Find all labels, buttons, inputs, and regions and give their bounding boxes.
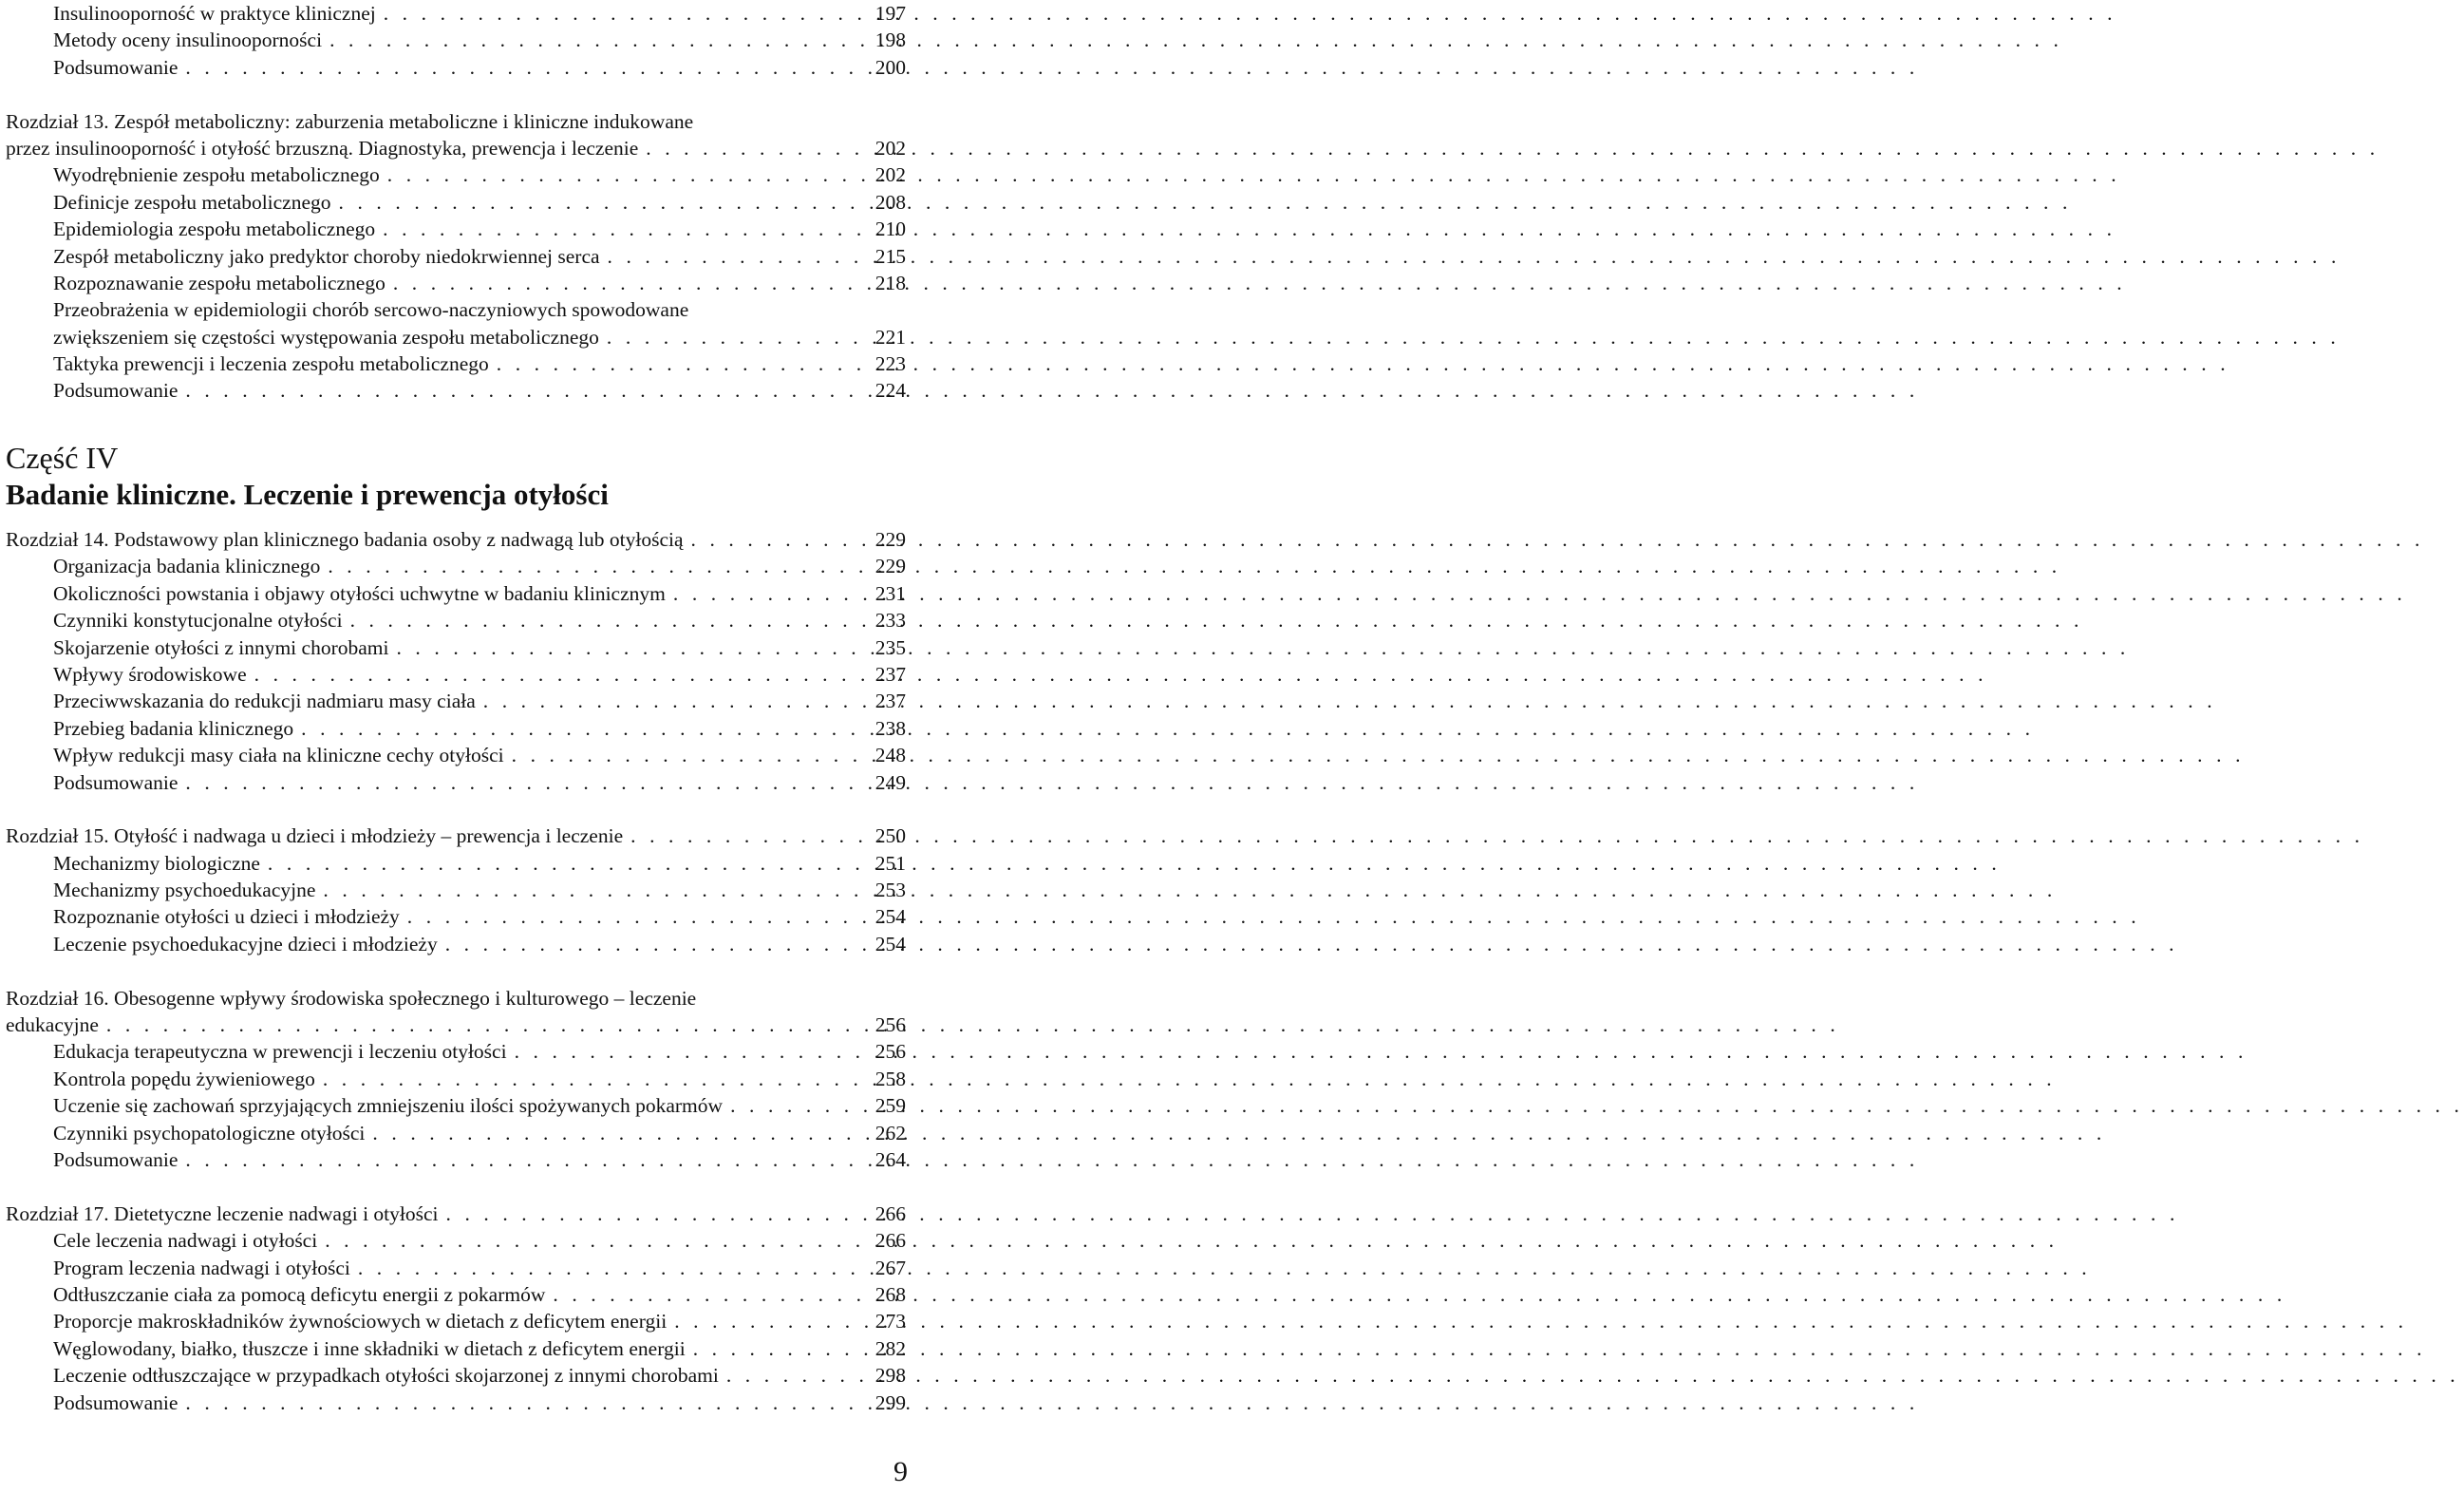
toc-entry bbox=[6, 877, 906, 903]
toc-entry bbox=[6, 850, 906, 877]
chapter-15-list bbox=[6, 850, 906, 958]
dot-leader bbox=[693, 1335, 862, 1362]
toc-entry-title: Leczenie psychoedukacyjne dzieci i młodzieży bbox=[53, 932, 438, 955]
toc-entry-title: Podsumowanie bbox=[53, 1390, 179, 1414]
toc-entry-page: 256 bbox=[875, 1040, 906, 1064]
toc-entry-page: 248 bbox=[875, 744, 906, 767]
toc-entry-title: Definicje zespołu metabolicznego bbox=[53, 190, 331, 214]
document-page bbox=[0, 0, 912, 1494]
toc-entry-page: 223 bbox=[875, 352, 906, 376]
chapter-13-heading bbox=[6, 135, 906, 161]
toc-entry-page: 238 bbox=[875, 716, 906, 740]
toc-entry bbox=[6, 661, 906, 688]
toc-entry bbox=[6, 769, 906, 796]
toc-entry-title: Odtłuszczanie ciała za pomocą deficytu energii z pokarmów bbox=[53, 1282, 546, 1306]
dot-leader bbox=[185, 1146, 861, 1173]
toc-entry bbox=[6, 1038, 906, 1065]
toc-entry-title: Mechanizmy psychoedukacyjne bbox=[53, 879, 316, 902]
toc-entry-page: 237 bbox=[875, 690, 906, 713]
dot-leader bbox=[350, 607, 862, 634]
toc-entry-page: 254 bbox=[875, 932, 906, 955]
toc-entry bbox=[6, 688, 906, 714]
chapter-14-title: Rozdział 14. Podstawowy plan klinicznego badania osoby z nadwagą lub otyłością bbox=[6, 528, 684, 551]
dot-leader bbox=[553, 1281, 861, 1308]
dot-leader bbox=[384, 0, 862, 27]
dot-leader bbox=[387, 161, 862, 188]
dot-leader bbox=[185, 1390, 861, 1416]
dot-leader bbox=[497, 350, 862, 377]
dot-leader bbox=[185, 54, 861, 81]
toc-entry bbox=[6, 1227, 906, 1254]
toc-entry-page: 200 bbox=[875, 55, 906, 79]
toc-entry-title: Wpływ redukcji masy ciała na kliniczne cechy otyłości bbox=[53, 744, 504, 767]
dot-leader bbox=[515, 1038, 862, 1065]
dot-leader bbox=[674, 1308, 862, 1334]
toc-entry-title: Zespół metaboliczny jako predyktor choroby niedokrwiennej serca bbox=[53, 244, 600, 268]
toc-entry bbox=[6, 553, 906, 579]
chapter-14-list bbox=[6, 553, 906, 796]
dot-leader bbox=[607, 324, 862, 350]
toc-entry bbox=[6, 931, 906, 957]
toc-entry-title: Insulinooporność w praktyce klinicznej bbox=[53, 2, 376, 25]
toc-entry-title: Edukacja terapeutyczna w prewencji i leczeniu otyłości bbox=[53, 1040, 507, 1064]
toc-entry-page: 237 bbox=[875, 662, 906, 686]
toc-entry bbox=[6, 715, 906, 742]
dot-leader bbox=[268, 850, 862, 877]
toc-entry bbox=[6, 1092, 906, 1119]
dot-leader bbox=[393, 270, 862, 296]
chapter-17-title: Rozdział 17. Dietetyczne leczenie nadwagi i otyłości bbox=[6, 1201, 439, 1225]
toc-entry-title: Metody oceny insulinooporności bbox=[53, 28, 323, 52]
toc-entry-title: Taktyka prewencji i leczenia zespołu metabolicznego bbox=[53, 352, 489, 376]
toc-entry-page: 268 bbox=[875, 1282, 906, 1306]
page-number: 9 bbox=[893, 1456, 908, 1487]
dot-leader bbox=[446, 1201, 862, 1227]
toc-entry-page: 233 bbox=[875, 609, 906, 633]
dot-leader bbox=[106, 1012, 862, 1038]
chapter-13-heading-line1: Rozdział 13. Zespół metaboliczny: zaburzenia metaboliczne i kliniczne indukowane bbox=[6, 109, 694, 133]
dot-leader bbox=[325, 1227, 862, 1254]
dot-leader bbox=[396, 634, 861, 661]
toc-entry bbox=[6, 742, 906, 768]
chapter-13-multi-item-line1: Przeobrażenia w epidemiologii chorób sercowo-naczyniowych spowodowane bbox=[53, 298, 689, 322]
toc-entry-page: 259 bbox=[875, 1094, 906, 1118]
toc-entry bbox=[6, 1120, 906, 1146]
toc-entry bbox=[6, 350, 906, 377]
dot-leader bbox=[301, 715, 862, 742]
toc-entry-title: Podsumowanie bbox=[53, 379, 179, 403]
toc-entry-page: 298 bbox=[875, 1364, 906, 1388]
chapter-13-multi-item-page: 221 bbox=[875, 325, 906, 349]
dot-leader bbox=[323, 877, 861, 903]
toc-lower bbox=[6, 526, 906, 1416]
toc-entry bbox=[6, 1308, 906, 1334]
toc-entry-page: 202 bbox=[875, 163, 906, 187]
toc-entry-page: 215 bbox=[875, 244, 906, 268]
dot-leader bbox=[339, 189, 862, 216]
toc-entry bbox=[6, 903, 906, 930]
toc-entry bbox=[6, 1335, 906, 1362]
toc-entry bbox=[6, 54, 906, 81]
chapter-13-multi-item bbox=[6, 324, 906, 350]
toc-entry-title: Program leczenia nadwagi i otyłości bbox=[53, 1256, 350, 1279]
dot-leader bbox=[254, 661, 862, 688]
toc-entry-page: 266 bbox=[875, 1229, 906, 1253]
dot-leader bbox=[383, 216, 862, 242]
chapter-15-heading bbox=[6, 823, 906, 849]
part-title: Badanie kliniczne. Leczenie i prewencja otyłości bbox=[6, 478, 609, 511]
toc-entry bbox=[6, 1146, 906, 1173]
chapter-13-list-after bbox=[6, 350, 906, 405]
toc-entry-page: 249 bbox=[875, 770, 906, 794]
toc-entry-page: 197 bbox=[875, 2, 906, 25]
toc-entry-title: Czynniki konstytucjonalne otyłości bbox=[53, 609, 343, 633]
chapter-16-heading-line1: Rozdział 16. Obesogenne wpływy środowiska społecznego i kulturowego – leczenie bbox=[6, 986, 697, 1010]
chapter-15-page: 250 bbox=[875, 824, 906, 848]
dot-leader bbox=[445, 931, 862, 957]
chapter-17-heading bbox=[6, 1201, 906, 1227]
toc-entry-title: Czynniki psychopatologiczne otyłości bbox=[53, 1121, 366, 1144]
toc-entry-page: 251 bbox=[875, 851, 906, 875]
toc-entry-page: 282 bbox=[875, 1336, 906, 1360]
part-label: Część IV bbox=[6, 441, 119, 475]
toc-entry-title: Skojarzenie otyłości z innymi chorobami bbox=[53, 635, 389, 659]
toc-entry-title: Kontrola popędu żywieniowego bbox=[53, 1067, 315, 1090]
toc-entry-title: Wyodrębnienie zespołu metabolicznego bbox=[53, 163, 380, 187]
toc-entry-title: Podsumowanie bbox=[53, 770, 179, 794]
toc-entry bbox=[6, 243, 906, 270]
toc-entry-page: 254 bbox=[875, 905, 906, 929]
dot-leader bbox=[646, 135, 861, 161]
chapter-16-heading bbox=[6, 1012, 906, 1038]
toc-entry-title: Przeciwwskazania do redukcji nadmiaru masy ciała bbox=[53, 690, 476, 713]
toc-entry bbox=[6, 1390, 906, 1416]
chapter-14-heading bbox=[6, 526, 906, 553]
dot-leader bbox=[328, 553, 861, 579]
toc-entry bbox=[6, 216, 906, 242]
dot-leader bbox=[483, 688, 862, 714]
toc-entry bbox=[6, 1255, 906, 1281]
toc-entry-page: 210 bbox=[875, 217, 906, 241]
toc-entry-title: Proporcje makroskładników żywnościowych w dietach z deficytem energii bbox=[53, 1310, 668, 1333]
chapter-13-list bbox=[6, 161, 906, 296]
dot-leader bbox=[372, 1120, 861, 1146]
toc-entry-title: Przebieg badania klinicznego bbox=[53, 716, 294, 740]
toc-entry bbox=[6, 580, 906, 607]
toc-entry-page: 208 bbox=[875, 190, 906, 214]
toc-entry bbox=[6, 189, 906, 216]
dot-leader bbox=[358, 1255, 862, 1281]
dot-leader bbox=[691, 526, 862, 553]
toc-entry-title: Leczenie odtłuszczające w przypadkach otyłości skojarzonej z innymi chorobami bbox=[53, 1364, 719, 1388]
chapter-16-heading-line2: edukacyjne bbox=[6, 1013, 99, 1037]
dot-leader bbox=[323, 1066, 862, 1092]
toc-upper bbox=[6, 0, 906, 405]
toc-entry-title: Wpływy środowiskowe bbox=[53, 662, 247, 686]
dot-leader bbox=[407, 903, 862, 930]
toc-entry-page: 218 bbox=[875, 271, 906, 294]
dot-leader bbox=[726, 1362, 862, 1389]
dot-leader bbox=[673, 580, 862, 607]
toc-entry bbox=[6, 270, 906, 296]
toc-entry-title: Rozpoznawanie zespołu metabolicznego bbox=[53, 271, 386, 294]
toc-entry-title: Mechanizmy biologiczne bbox=[53, 851, 260, 875]
toc-entry-page: 264 bbox=[875, 1147, 906, 1171]
toc-entry bbox=[6, 634, 906, 661]
dot-leader bbox=[512, 742, 862, 768]
toc-entry-title: Okoliczności powstania i objawy otyłości uchwytne w badaniu klinicznym bbox=[53, 581, 666, 605]
toc-entry bbox=[6, 607, 906, 634]
dot-leader bbox=[329, 27, 862, 53]
toc-entry-page: 231 bbox=[875, 581, 906, 605]
toc-entry-title: Organizacja badania klinicznego bbox=[53, 555, 321, 578]
chapter-16-list bbox=[6, 1038, 906, 1173]
chapter-14-page: 229 bbox=[875, 528, 906, 551]
toc-entry-title: Epidemiologia zespołu metabolicznego bbox=[53, 217, 376, 241]
dot-leader bbox=[608, 243, 862, 270]
toc-entry-page: 235 bbox=[875, 635, 906, 659]
toc-entry bbox=[6, 0, 906, 27]
toc-entry bbox=[6, 161, 906, 188]
dot-leader bbox=[730, 1092, 862, 1119]
toc-top-list bbox=[6, 0, 906, 81]
toc-entry-page: 224 bbox=[875, 379, 906, 403]
chapter-15-title: Rozdział 15. Otyłość i nadwaga u dzieci i młodzieży – prewencja i leczenie bbox=[6, 824, 624, 848]
chapter-17-page: 266 bbox=[875, 1201, 906, 1225]
dot-leader bbox=[630, 823, 862, 849]
toc-entry-title: Węglowodany, białko, tłuszcze i inne składniki w dietach z deficytem energii bbox=[53, 1336, 686, 1360]
toc-entry-page: 229 bbox=[875, 555, 906, 578]
toc-entry-page: 267 bbox=[875, 1256, 906, 1279]
toc-entry-page: 253 bbox=[875, 879, 906, 902]
dot-leader bbox=[185, 377, 861, 404]
chapter-13-heading-line2: przez insulinooporność i otyłość brzuszną. Diagnostyka, prewencja i leczenie bbox=[6, 136, 639, 160]
toc-entry bbox=[6, 1362, 906, 1389]
toc-entry-title: Podsumowanie bbox=[53, 1147, 179, 1171]
toc-entry bbox=[6, 377, 906, 404]
toc-entry bbox=[6, 1066, 906, 1092]
toc-entry-page: 262 bbox=[875, 1121, 906, 1144]
toc-entry-page: 258 bbox=[875, 1067, 906, 1090]
chapter-17-list bbox=[6, 1227, 906, 1416]
toc-entry-title: Podsumowanie bbox=[53, 55, 179, 79]
toc-entry-page: 299 bbox=[875, 1390, 906, 1414]
toc-entry-title: Uczenie się zachowań sprzyjających zmniejszeniu ilości spożywanych pokarmów bbox=[53, 1094, 724, 1118]
dot-leader bbox=[185, 769, 861, 796]
toc-entry-title: Rozpoznanie otyłości u dzieci i młodzieży bbox=[53, 905, 400, 929]
toc-entry-page: 273 bbox=[875, 1310, 906, 1333]
part-heading bbox=[6, 439, 609, 513]
chapter-13-page: 202 bbox=[875, 136, 906, 160]
toc-entry-title: Cele leczenia nadwagi i otyłości bbox=[53, 1229, 318, 1253]
toc-entry bbox=[6, 1281, 906, 1308]
toc-entry-page: 198 bbox=[875, 28, 906, 52]
chapter-13-multi-item-line2: zwiększeniem się częstości występowania zespołu metabolicznego bbox=[53, 325, 599, 349]
toc-entry bbox=[6, 27, 906, 53]
chapter-16-page: 256 bbox=[875, 1013, 906, 1037]
